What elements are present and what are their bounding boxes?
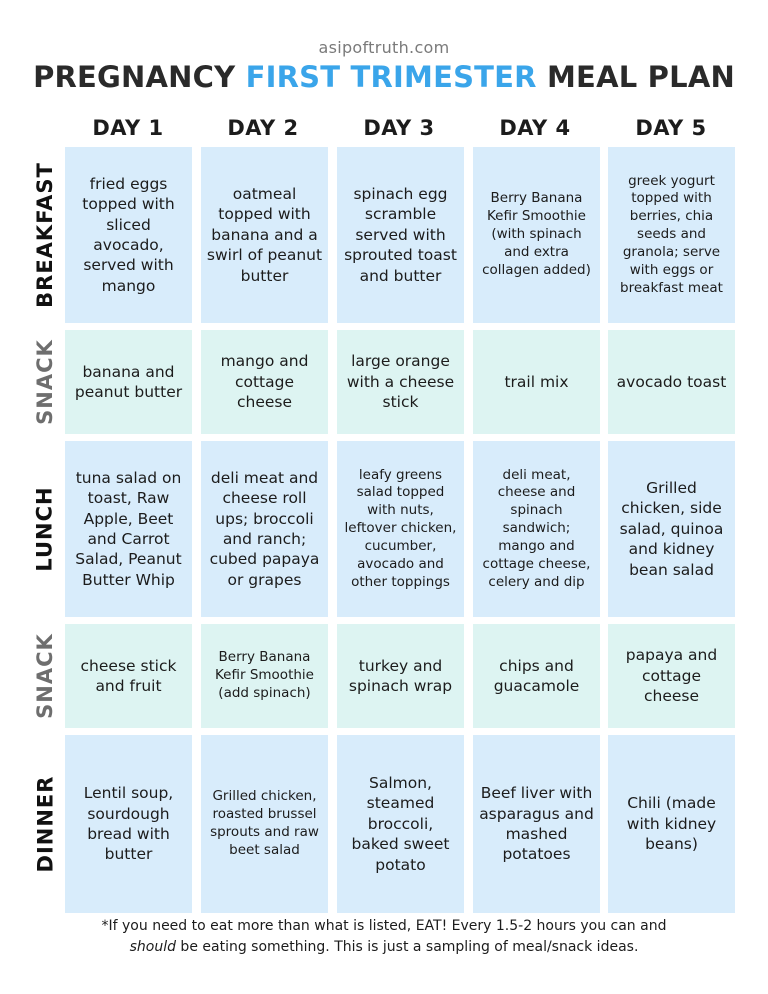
lunch-day-3: leafy greens salad topped with nuts, leftover chicken, cucumber, avocado and other toppings [337, 441, 464, 617]
snack-1-day-4: trail mix [473, 330, 600, 434]
footnote-emphasis: should [129, 939, 176, 955]
title-part-1: PREGNANCY [33, 60, 246, 94]
lunch-day-1: tuna salad on toast, Raw Apple, Beet and Carrot Salad, Peanut Butter Whip [65, 441, 192, 617]
lunch-day-2: deli meat and cheese roll ups; broccoli and ranch; cubed papaya or grapes [201, 441, 328, 617]
row-label-breakfast: BREAKFAST [33, 162, 57, 308]
day-header-2: DAY 2 [227, 116, 299, 140]
breakfast-day-3: spinach egg scramble served with sprouted toast and butter [337, 147, 464, 323]
snack-2-day-4: chips and guacamole [473, 624, 600, 728]
title-part-2: MEAL PLAN [536, 60, 735, 94]
day-header-5: DAY 5 [635, 116, 707, 140]
breakfast-day-5: greek yogurt topped with berries, chia seeds and granola; serve with eggs or breakfast meat [608, 147, 735, 323]
dinner-day-2: Grilled chicken, roasted brussel sprouts and raw beet salad [201, 735, 328, 913]
lunch-day-4: deli meat, cheese and spinach sandwich; mango and cottage cheese, celery and dip [473, 441, 600, 617]
footnote-line-2 [0, 937, 768, 958]
breakfast-day-2: oatmeal topped with banana and a swirl of peanut butter [201, 147, 328, 323]
snack-2-day-5: papaya and cottage cheese [608, 624, 735, 728]
breakfast-day-1: fried eggs topped with sliced avocado, served with mango [65, 147, 192, 323]
dinner-day-4: Beef liver with asparagus and mashed potatoes [473, 735, 600, 913]
day-header-3: DAY 3 [363, 116, 435, 140]
snack-2-day-3: turkey and spinach wrap [337, 624, 464, 728]
lunch-day-5: Grilled chicken, side salad, quinoa and kidney bean salad [608, 441, 735, 617]
day-header-4: DAY 4 [499, 116, 571, 140]
row-label-lunch: LUNCH [33, 486, 57, 572]
page-title [0, 60, 768, 94]
title-highlight: FIRST TRIMESTER [245, 60, 537, 94]
row-label-snack-1: SNACK [33, 339, 58, 425]
snack-2-day-1: cheese stick and fruit [65, 624, 192, 728]
dinner-day-3: Salmon, steamed broccoli, baked sweet potato [337, 735, 464, 913]
footnote [0, 916, 768, 958]
dinner-day-5: Chili (made with kidney beans) [608, 735, 735, 913]
dinner-day-1: Lentil soup, sourdough bread with butter [65, 735, 192, 913]
snack-1-day-3: large orange with a cheese stick [337, 330, 464, 434]
snack-1-day-5: avocado toast [608, 330, 735, 434]
footnote-line-2-rest: be eating something. This is just a sampling of meal/snack ideas. [175, 939, 639, 955]
site-url: asipoftruth.com [318, 38, 450, 57]
snack-1-day-1: banana and peanut butter [65, 330, 192, 434]
row-label-snack-2: SNACK [33, 633, 58, 719]
row-label-dinner: DINNER [33, 775, 58, 873]
breakfast-day-4: Berry Banana Kefir Smoothie (with spinach and extra collagen added) [473, 147, 600, 323]
snack-1-day-2: mango and cottage cheese [201, 330, 328, 434]
footnote-line-1: *If you need to eat more than what is listed, EAT! Every 1.5-2 hours you can and [101, 918, 667, 934]
snack-2-day-2: Berry Banana Kefir Smoothie (add spinach) [201, 624, 328, 728]
day-header-1: DAY 1 [92, 116, 164, 140]
